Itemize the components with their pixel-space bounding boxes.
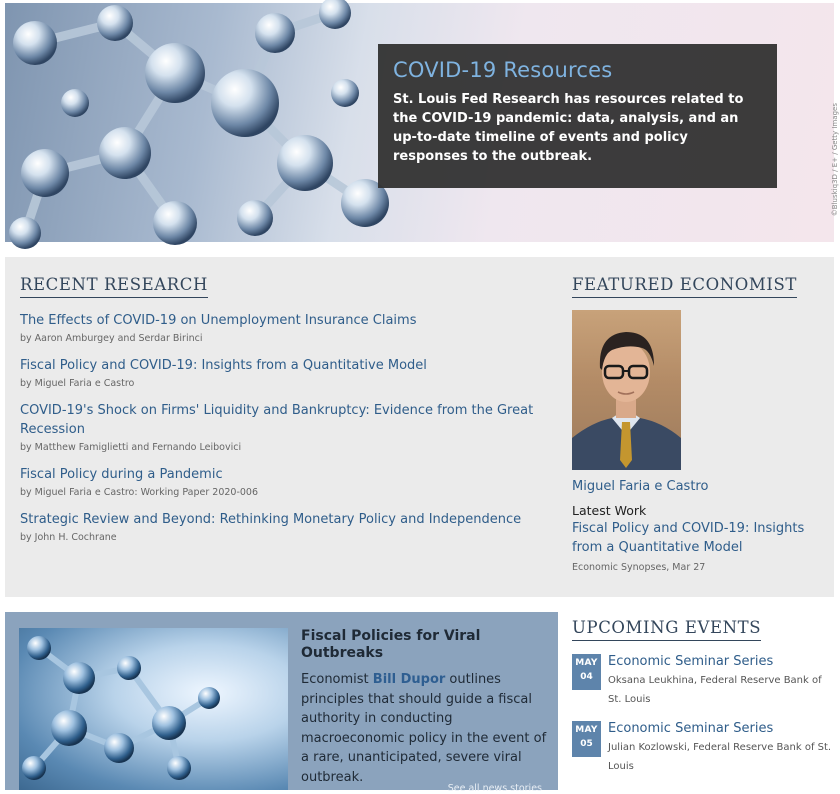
research-item bbox=[20, 356, 550, 389]
research-byline: by Miguel Faria e Castro: Working Paper 2020-006 bbox=[20, 487, 259, 498]
research-link[interactable]: Strategic Review and Beyond: Rethinking Monetary Policy and Independence bbox=[20, 512, 522, 527]
event-title-link[interactable]: Economic Seminar Series bbox=[608, 721, 774, 736]
featured-economist-heading: FEATURED ECONOMIST bbox=[572, 275, 797, 298]
event-title-link[interactable]: Economic Seminar Series bbox=[608, 654, 774, 669]
research-item bbox=[20, 401, 550, 453]
event-date-badge bbox=[572, 654, 601, 690]
research-byline: by Aaron Amburgey and Serdar Birinci bbox=[20, 333, 203, 344]
research-byline: by Matthew Famiglietti and Fernando Leibovici bbox=[20, 442, 242, 453]
research-list bbox=[20, 311, 550, 543]
event-date-badge bbox=[572, 721, 601, 757]
event-month: MAY bbox=[575, 725, 598, 735]
recent-research bbox=[20, 275, 550, 555]
latest-work-label: Latest Work bbox=[572, 503, 647, 518]
economist-link[interactable]: Bill Dupor bbox=[372, 672, 446, 687]
news-text-lead: Economist bbox=[301, 672, 373, 687]
news-feature bbox=[5, 612, 558, 794]
research-item bbox=[20, 311, 550, 344]
molecule-image-icon bbox=[19, 628, 288, 790]
hero-banner[interactable] bbox=[5, 3, 839, 242]
research-link[interactable]: COVID-19's Shock on Firms' Liquidity and Bankruptcy: Evidence from the Great Recession bbox=[20, 403, 534, 437]
event-list bbox=[572, 654, 834, 776]
upcoming-events-heading: UPCOMING EVENTS bbox=[572, 618, 761, 641]
latest-work-meta: Economic Synopses, Mar 27 bbox=[572, 562, 706, 573]
research-panel bbox=[5, 257, 834, 597]
event-description: Oksana Leukhina, Federal Reserve Bank of St. Louis bbox=[608, 675, 822, 705]
event-description: Julian Kozlowski, Federal Reserve Bank of St. Louis bbox=[608, 742, 832, 772]
recent-research-heading: RECENT RESEARCH bbox=[20, 275, 208, 298]
event-day: 05 bbox=[580, 739, 593, 749]
news-text-rest: outlines principles that should guide a fiscal authority in conducting macroeconomic policy in the event of a rare, unanticipated, severe viral outbreak. bbox=[301, 672, 547, 785]
economist-photo[interactable] bbox=[572, 310, 681, 470]
research-byline: by Miguel Faria e Castro bbox=[20, 378, 135, 389]
upcoming-events bbox=[572, 618, 834, 788]
event-item bbox=[572, 721, 834, 776]
hero-description: St. Louis Fed Research has resources related to the COVID-19 pandemic: data, analysis, and an up-to-date timeline of events and policy responses to the outbreak. bbox=[393, 92, 744, 164]
economist-name-link[interactable]: Miguel Faria e Castro bbox=[572, 479, 709, 494]
research-item bbox=[20, 510, 550, 543]
latest-work-link[interactable]: Fiscal Policy and COVID-19: Insights from a Quantitative Model bbox=[572, 521, 805, 555]
research-link[interactable]: The Effects of COVID-19 on Unemployment Insurance Claims bbox=[20, 313, 417, 328]
research-item bbox=[20, 465, 550, 498]
featured-economist bbox=[572, 275, 822, 573]
hero-title[interactable]: COVID-19 Resources bbox=[393, 58, 613, 82]
event-item bbox=[572, 654, 834, 709]
event-day: 04 bbox=[580, 672, 593, 682]
news-summary bbox=[301, 670, 551, 787]
news-image[interactable] bbox=[19, 628, 288, 790]
news-title[interactable]: Fiscal Policies for Viral Outbreaks bbox=[301, 628, 481, 661]
research-link[interactable]: Fiscal Policy during a Pandemic bbox=[20, 467, 223, 482]
research-byline: by John H. Cochrane bbox=[20, 532, 117, 543]
research-link[interactable]: Fiscal Policy and COVID-19: Insights from a Quantitative Model bbox=[20, 358, 427, 373]
hero-callout[interactable] bbox=[378, 44, 777, 188]
image-credit: ©Bluskiq3D / E+ / Getty Images bbox=[831, 103, 839, 217]
event-month: MAY bbox=[575, 658, 598, 668]
see-all-news-link[interactable]: See all news stories bbox=[447, 783, 542, 794]
news-body bbox=[301, 628, 551, 787]
economist-portrait-icon bbox=[572, 310, 681, 470]
